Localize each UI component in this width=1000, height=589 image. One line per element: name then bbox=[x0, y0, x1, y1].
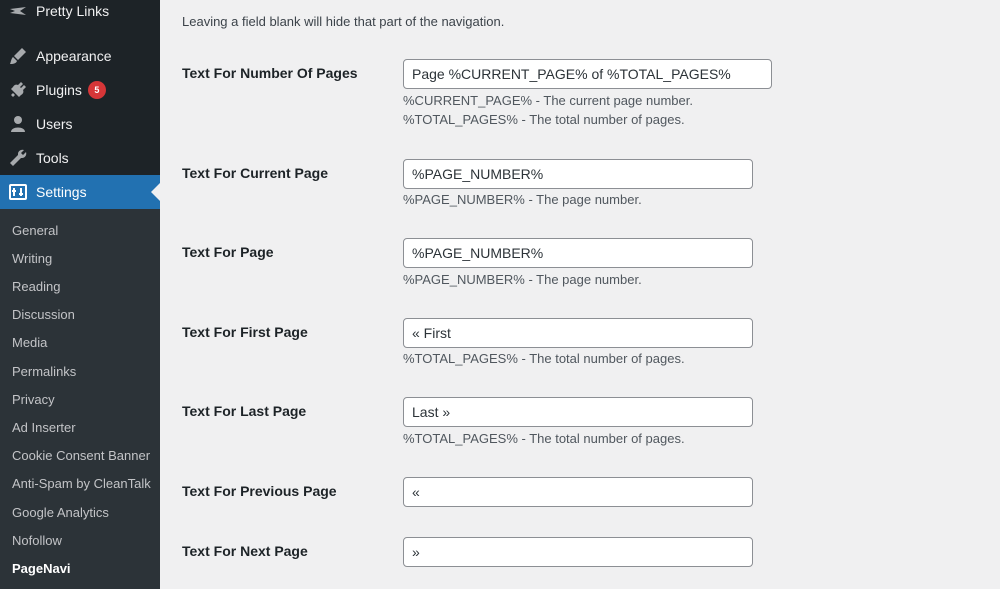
submenu-item-discussion[interactable]: Discussion bbox=[12, 307, 75, 322]
last-page-input[interactable] bbox=[403, 397, 753, 427]
menu-item-tools[interactable] bbox=[0, 141, 160, 175]
plugin-icon bbox=[0, 73, 36, 107]
field-description: %TOTAL_PAGES% - The total number of pages. bbox=[403, 351, 685, 366]
menu-label: Tools bbox=[36, 150, 69, 166]
first-page-input[interactable] bbox=[403, 318, 753, 348]
menu-label: Plugins bbox=[36, 82, 82, 98]
field-description: %PAGE_NUMBER% - The page number. bbox=[403, 272, 642, 287]
field-label-current-page: Text For Current Page bbox=[182, 165, 328, 181]
field-description: %TOTAL_PAGES% - The total number of pages. bbox=[403, 112, 685, 127]
menu-label: Settings bbox=[36, 184, 87, 200]
submenu-item-nofollow[interactable]: Nofollow bbox=[12, 533, 62, 548]
field-label-number-of-pages: Text For Number Of Pages bbox=[182, 65, 358, 81]
menu-label: Pretty Links bbox=[36, 3, 110, 19]
settings-icon bbox=[0, 175, 36, 209]
admin-sidebar bbox=[0, 0, 160, 589]
field-label-next-page: Text For Next Page bbox=[182, 543, 308, 559]
menu-label: Users bbox=[36, 116, 73, 132]
submenu-item-cookie-consent-banner[interactable]: Cookie Consent Banner bbox=[12, 448, 151, 463]
settings-submenu bbox=[0, 209, 160, 589]
active-indicator-arrow bbox=[151, 183, 160, 201]
pretty-links-icon bbox=[0, 0, 36, 28]
submenu-item-pagenavi[interactable]: PageNavi bbox=[12, 561, 71, 576]
submenu-item-anti-spam[interactable]: Anti-Spam by CleanTalk bbox=[12, 476, 151, 491]
settings-content bbox=[160, 0, 1000, 589]
paintbrush-icon bbox=[0, 39, 36, 73]
menu-item-plugins[interactable] bbox=[0, 73, 160, 107]
current-page-input[interactable] bbox=[403, 159, 753, 189]
submenu-item-ad-inserter[interactable]: Ad Inserter bbox=[12, 420, 76, 435]
submenu-item-reading[interactable]: Reading bbox=[12, 279, 61, 294]
field-label-previous-page: Text For Previous Page bbox=[182, 483, 337, 499]
submenu-item-media[interactable]: Media bbox=[12, 335, 48, 350]
submenu-item-permalinks[interactable]: Permalinks bbox=[12, 364, 77, 379]
next-page-input[interactable] bbox=[403, 537, 753, 567]
field-description: %PAGE_NUMBER% - The page number. bbox=[403, 192, 642, 207]
menu-item-settings[interactable] bbox=[0, 175, 160, 209]
submenu-item-general[interactable]: General bbox=[12, 223, 59, 238]
submenu-item-privacy[interactable]: Privacy bbox=[12, 392, 55, 407]
wrench-icon bbox=[0, 141, 36, 175]
field-label-last-page: Text For Last Page bbox=[182, 403, 307, 419]
field-description: %TOTAL_PAGES% - The total number of pages. bbox=[403, 431, 685, 446]
number-of-pages-input[interactable] bbox=[403, 59, 772, 89]
field-label-page: Text For Page bbox=[182, 244, 274, 260]
users-icon bbox=[0, 107, 36, 141]
field-description: %CURRENT_PAGE% - The current page number. bbox=[403, 93, 693, 108]
previous-page-input[interactable] bbox=[403, 477, 753, 507]
submenu-item-writing[interactable]: Writing bbox=[12, 251, 53, 266]
page-input[interactable] bbox=[403, 238, 753, 268]
menu-label: Appearance bbox=[36, 48, 112, 64]
menu-item-users[interactable] bbox=[0, 107, 160, 141]
menu-item-appearance[interactable] bbox=[0, 39, 160, 73]
intro-text: Leaving a field blank will hide that part of the navigation. bbox=[182, 14, 505, 29]
menu-item-pretty-links[interactable] bbox=[0, 0, 160, 28]
field-label-first-page: Text For First Page bbox=[182, 324, 308, 340]
update-count-badge: 5 bbox=[88, 81, 106, 99]
submenu-item-google-analytics[interactable]: Google Analytics bbox=[12, 505, 109, 520]
